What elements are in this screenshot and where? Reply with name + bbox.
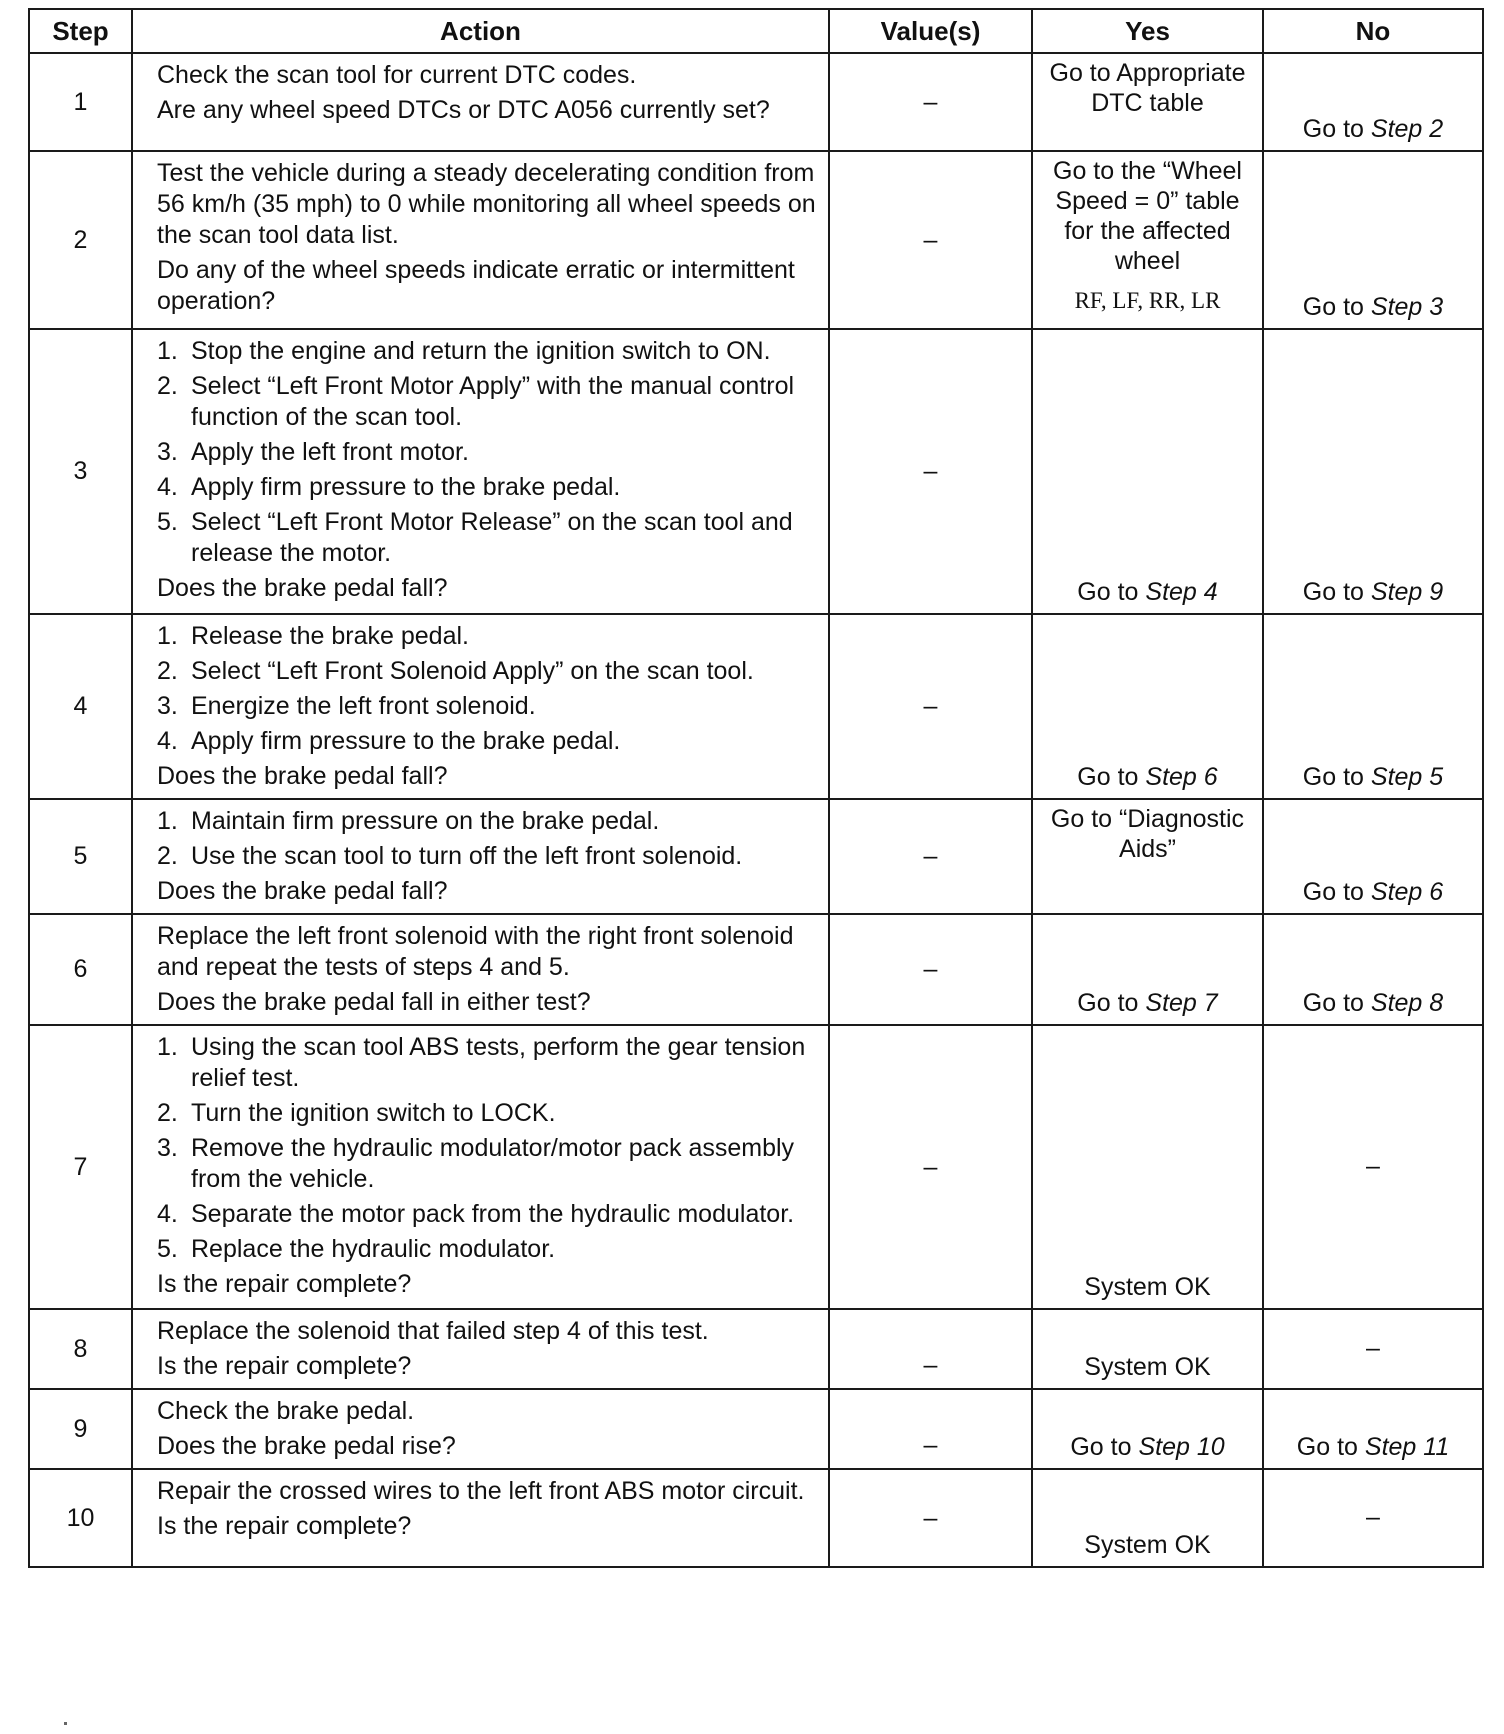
action-question: Does the brake pedal fall? [157,574,448,602]
yes-result-text: System OK [1084,1353,1211,1381]
no-result-line [1270,292,1476,322]
action-step-text: Apply the left front motor. [191,438,469,466]
action-question: Is the repair complete? [157,1352,412,1380]
no-step-link: Step 5 [1370,763,1444,791]
table-row [29,1469,1483,1567]
no-result-text: Go to [1302,578,1364,606]
yes-result-wrapper [1039,1474,1256,1560]
no-step-link: Step 9 [1370,578,1444,606]
yes-result-cell [1032,1389,1263,1469]
yes-result-line [1039,1272,1256,1302]
value-cell: – [829,151,1032,329]
action-step-number: 2. [157,842,178,870]
yes-result-wrapper [1039,919,1256,1018]
action-step-text: Select “Left Front Motor Release” on the scan tool and release the motor. [191,508,793,567]
table-row [29,1309,1483,1389]
table-body [29,53,1483,1567]
yes-result-cell [1032,914,1263,1025]
no-result-cell [1263,1309,1483,1389]
no-step-link: Step 11 [1364,1433,1450,1461]
no-result-cell [1263,1469,1483,1567]
table-row [29,1025,1483,1309]
step-number: 6 [29,914,132,1025]
action-step-item [157,507,818,569]
yes-result-wrapper [1039,334,1256,607]
yes-result-text: System OK [1084,1273,1211,1301]
action-step-item [157,1133,818,1195]
no-result-cell [1263,914,1483,1025]
yes-result-text: System OK [1084,1531,1211,1559]
no-result-text: – [1366,1334,1380,1362]
no-result-line [1270,1502,1476,1532]
step-number: 9 [29,1389,132,1469]
yes-result-text: Go to “Diagnostic Aids” [1050,805,1245,863]
yes-result-text: Go to [1077,578,1139,606]
table-row [29,914,1483,1025]
no-result-cell [1263,151,1483,329]
action-question: Do any of the wheel speeds indicate erratic or intermittent operation? [157,256,795,315]
no-step-link: Step 8 [1370,989,1444,1017]
value-cell: – [829,799,1032,914]
action-step-text: Using the scan tool ABS tests, perform the gear tension relief test. [191,1033,806,1092]
action-question: Is the repair complete? [157,1512,412,1540]
action-step-item [157,806,818,837]
no-result-line [1270,988,1476,1018]
action-step-number: 1. [157,1033,178,1061]
yes-result-cell [1032,1025,1263,1309]
value-cell: – [829,329,1032,614]
action-step-number: 5. [157,508,178,536]
no-result-text: – [1366,1152,1380,1180]
action-step-text: Select “Left Front Solenoid Apply” on the scan tool. [191,657,754,685]
value-cell: – [829,1469,1032,1567]
action-step-number: 2. [157,372,178,400]
yes-result-cell [1032,614,1263,799]
no-result-line [1270,1333,1476,1363]
action-question: Does the brake pedal rise? [157,1432,456,1460]
yes-result-cell [1032,799,1263,914]
step-number: 1 [29,53,132,151]
yes-result-block [1039,58,1256,118]
header-no: No [1263,9,1483,53]
yes-result-line [1039,1352,1256,1382]
action-step-number: 3. [157,692,178,720]
action-paragraph: Check the brake pedal. [157,1397,415,1425]
action-step-text: Separate the motor pack from the hydraulic modulator. [191,1200,795,1228]
no-step-link: Step 3 [1370,293,1444,321]
no-step-link: Step 2 [1370,115,1444,143]
action-step-text: Energize the left front solenoid. [191,692,536,720]
yes-result-line [1039,1530,1256,1560]
action-cell [132,53,829,151]
action-step-item [157,472,818,503]
action-step-text: Apply firm pressure to the brake pedal. [191,727,621,755]
step-number: 7 [29,1025,132,1309]
action-step-item [157,656,818,687]
no-result-wrapper [1270,1333,1476,1363]
action-steps-list [157,1032,818,1265]
action-step-number: 4. [157,473,178,501]
no-result-wrapper [1270,334,1476,607]
no-result-text: Go to [1302,115,1364,143]
step-number: 4 [29,614,132,799]
yes-result-cell [1032,1309,1263,1389]
value-cell: – [829,53,1032,151]
header-yes: Yes [1032,9,1263,53]
step-number: 10 [29,1469,132,1567]
yes-result-line [1039,988,1256,1018]
action-paragraph: Check the scan tool for current DTC codes. [157,61,637,89]
action-cell [132,1309,829,1389]
step-number: 3 [29,329,132,614]
action-step-text: Release the brake pedal. [191,622,469,650]
step-number: 2 [29,151,132,329]
action-question: Are any wheel speed DTCs or DTC A056 currently set? [157,96,770,124]
yes-result-line [1039,762,1256,792]
no-result-text: Go to [1302,878,1364,906]
header-action: Action [132,9,829,53]
action-paragraph: Replace the left front solenoid with the right front solenoid and repeat the tests of steps 4 and 5. [157,922,794,981]
yes-result-text: Go to the “Wheel Speed = 0” table for the affected wheel [1053,157,1242,275]
table-row [29,53,1483,151]
action-step-item [157,371,818,433]
action-step-item [157,841,818,872]
no-result-line [1270,577,1476,607]
yes-result-wrapper [1039,1394,1256,1462]
no-result-wrapper [1270,619,1476,792]
action-step-number: 3. [157,1134,178,1162]
yes-result-text: Go to [1077,763,1139,791]
yes-result-text: Go to Appropriate DTC table [1049,59,1246,117]
action-paragraph: Replace the solenoid that failed step 4 of this test. [157,1317,709,1345]
action-step-item [157,1098,818,1129]
action-step-number: 1. [157,807,178,835]
yes-result-line [1039,156,1256,276]
footer-dot [64,1722,67,1725]
action-step-text: Use the scan tool to turn off the left front solenoid. [191,842,743,870]
no-result-wrapper [1270,1394,1476,1462]
yes-result-wrapper [1039,156,1256,322]
action-cell [132,329,829,614]
action-cell [132,151,829,329]
action-cell [132,614,829,799]
action-step-item [157,691,818,722]
table-row [29,799,1483,914]
yes-step-link: Step 6 [1145,763,1218,791]
yes-result-wrapper [1039,804,1256,907]
action-step-item [157,1234,818,1265]
no-result-line [1270,1151,1476,1181]
action-step-number: 2. [157,1099,178,1127]
no-step-link: Step 6 [1370,878,1444,906]
action-step-text: Replace the hydraulic modulator. [191,1235,556,1263]
action-step-text: Turn the ignition switch to LOCK. [191,1099,556,1127]
header-row [29,9,1483,53]
no-result-wrapper [1270,58,1476,144]
value-cell: – [829,1309,1032,1389]
no-result-text: Go to [1302,989,1364,1017]
action-step-item [157,726,818,757]
no-result-line [1270,877,1476,907]
action-paragraph: Repair the crossed wires to the left front ABS motor circuit. [157,1477,805,1505]
no-result-text: Go to [1302,293,1364,321]
no-result-cell [1263,53,1483,151]
action-step-number: 5. [157,1235,178,1263]
table-row [29,329,1483,614]
action-step-number: 2. [157,657,178,685]
action-step-text: Stop the engine and return the ignition switch to ON. [191,337,771,365]
action-steps-list [157,621,818,757]
no-result-wrapper [1270,1502,1476,1532]
action-paragraph: Test the vehicle during a steady decelerating condition from 56 km/h (35 mph) to 0 while monitoring all wheel speeds on the scan tool data list. [157,159,816,249]
yes-result-wrapper [1039,1030,1256,1302]
action-step-text: Maintain firm pressure on the brake pedal. [191,807,660,835]
action-cell [132,914,829,1025]
action-question: Does the brake pedal fall in either test? [157,988,591,1016]
action-step-text: Apply firm pressure to the brake pedal. [191,473,621,501]
value-cell: – [829,914,1032,1025]
no-result-cell [1263,1389,1483,1469]
action-steps-list [157,806,818,872]
table-row [29,1389,1483,1469]
action-cell [132,1389,829,1469]
yes-result-line [1039,577,1256,607]
yes-result-cell [1032,53,1263,151]
action-step-number: 3. [157,438,178,466]
table-row [29,614,1483,799]
yes-result-text: Go to [1070,1433,1132,1461]
no-result-wrapper [1270,1151,1476,1181]
wheel-position-note: RF, LF, RR, LR [1074,288,1221,313]
value-cell: – [829,1025,1032,1309]
action-cell [132,799,829,914]
no-result-line [1270,762,1476,792]
action-question: Does the brake pedal fall? [157,877,448,905]
action-step-text: Select “Left Front Motor Apply” with the manual control function of the scan tool. [191,372,795,431]
action-step-number: 1. [157,337,178,365]
action-cell [132,1025,829,1309]
yes-result-cell [1032,151,1263,329]
action-steps-list [157,336,818,569]
no-result-cell [1263,329,1483,614]
no-result-wrapper [1270,804,1476,907]
yes-result-line [1039,58,1256,118]
no-result-wrapper [1270,156,1476,322]
yes-result-block [1039,804,1256,864]
no-result-line [1270,1432,1476,1462]
action-step-item [157,336,818,367]
yes-result-cell [1032,1469,1263,1567]
diagnostic-table [28,8,1484,1568]
no-result-cell [1263,1025,1483,1309]
no-result-cell [1263,799,1483,914]
yes-result-wrapper [1039,1314,1256,1382]
yes-step-link: Step 4 [1145,578,1218,606]
yes-step-link: Step 7 [1145,989,1218,1017]
yes-step-link: Step 10 [1138,1433,1225,1461]
action-step-text: Remove the hydraulic modulator/motor pack assembly from the vehicle. [191,1134,795,1193]
step-number: 8 [29,1309,132,1389]
yes-result-wrapper [1039,58,1256,144]
no-result-text: Go to [1302,763,1364,791]
yes-result-text: Go to [1077,989,1139,1017]
header-step: Step [29,9,132,53]
header-value: Value(s) [829,9,1032,53]
action-step-item [157,1032,818,1094]
yes-result-wrapper [1039,619,1256,792]
step-number: 5 [29,799,132,914]
action-question: Does the brake pedal fall? [157,762,448,790]
yes-result-cell [1032,329,1263,614]
table-row [29,151,1483,329]
no-result-cell [1263,614,1483,799]
action-step-number: 4. [157,727,178,755]
action-cell [132,1469,829,1567]
action-question: Is the repair complete? [157,1270,412,1298]
action-step-item [157,437,818,468]
action-step-number: 1. [157,622,178,650]
yes-result-line [1039,1432,1256,1462]
action-step-item [157,621,818,652]
action-step-number: 4. [157,1200,178,1228]
value-cell: – [829,1389,1032,1469]
no-result-text: Go to [1296,1433,1358,1461]
no-result-text: – [1366,1503,1380,1531]
action-step-item [157,1199,818,1230]
no-result-wrapper [1270,919,1476,1018]
yes-result-block [1039,156,1256,316]
yes-result-line [1039,804,1256,864]
no-result-line [1270,114,1476,144]
value-cell: – [829,614,1032,799]
